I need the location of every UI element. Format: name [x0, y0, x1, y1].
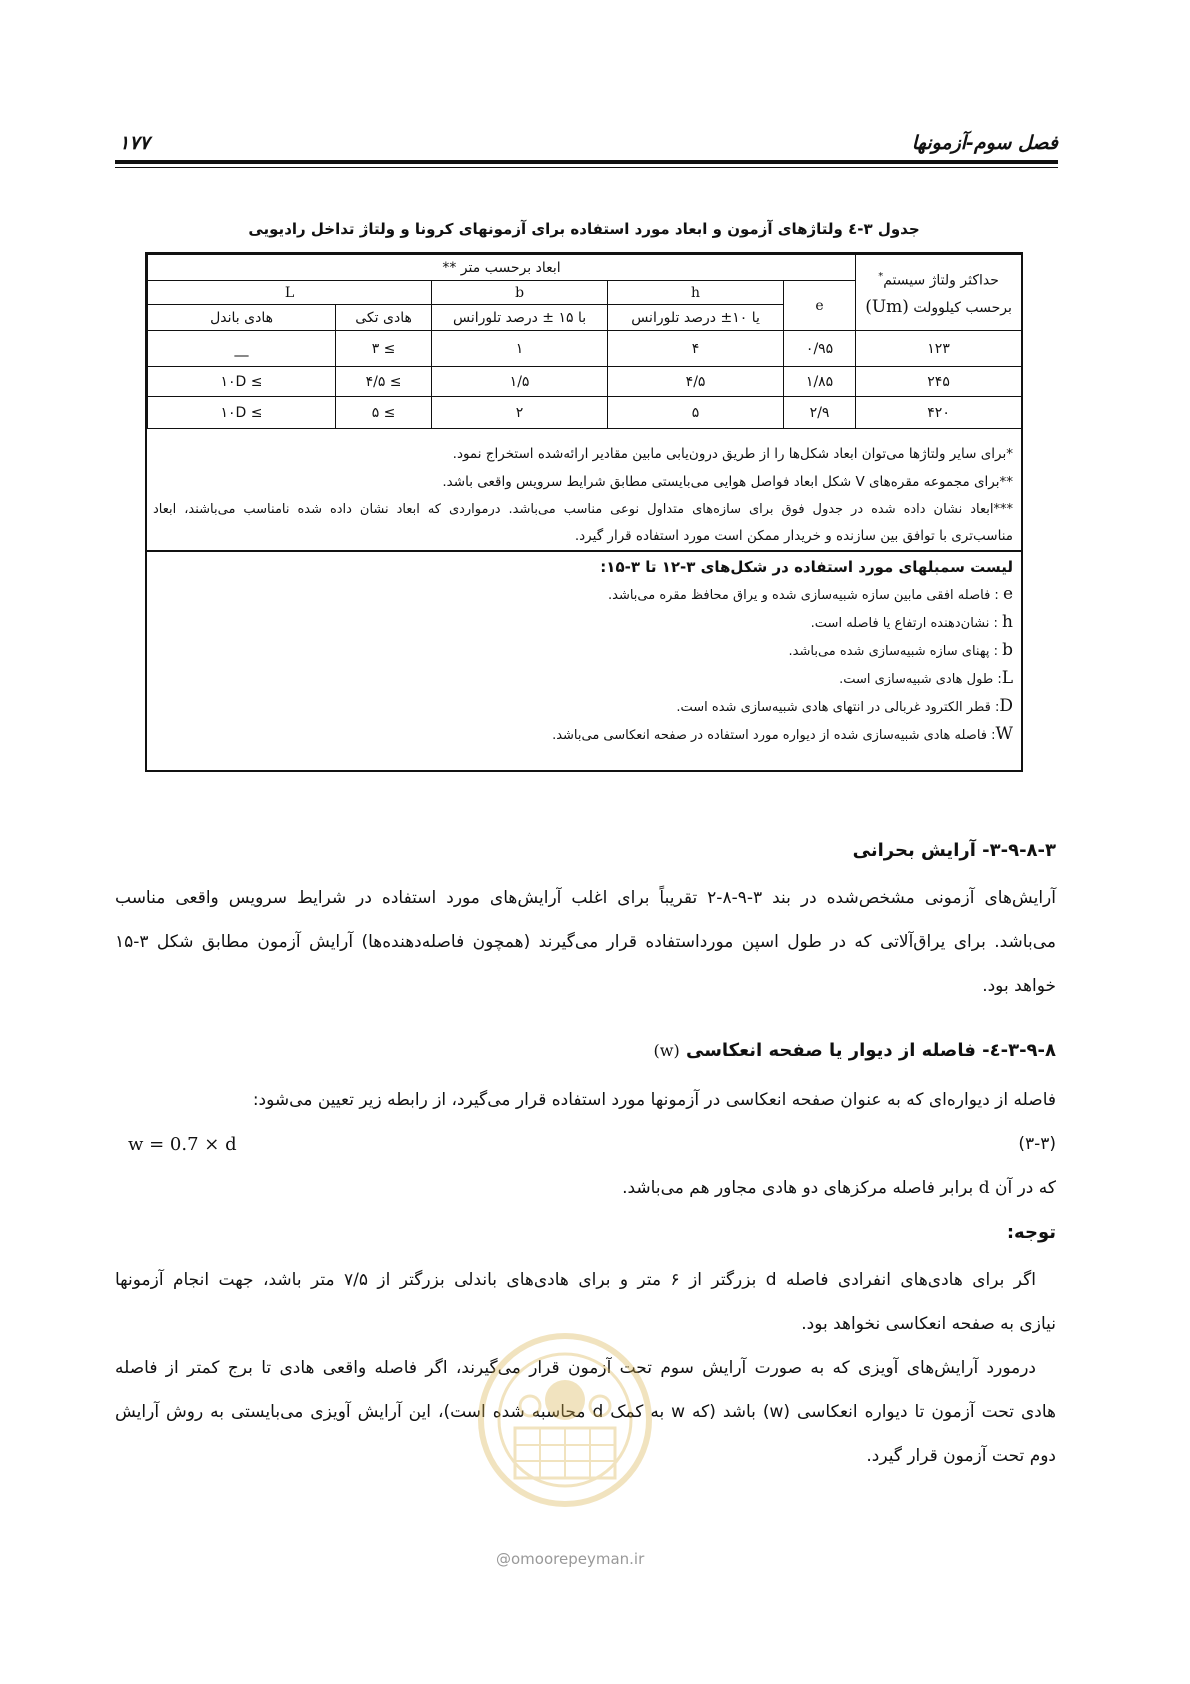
sysv-line1: حداکثر ولتاژ سیستم — [883, 272, 999, 289]
symbol-desc: : فاصله هادی شبیه‌سازی شده از دیواره مورد استفاده در صفحه انعکاسی می‌باشد. — [552, 728, 996, 743]
sysv-line2: برحسب کیلوولت — [913, 299, 1012, 316]
table-row — [148, 331, 1022, 367]
section3-line-1: آرایش‌های آزمونی مشخص‌شده در بند ۳-۹-۸-۲ تقریباً برای اغلب آرایش‌های مورد استفاده در شرایط سرویس واقعی مناسب — [115, 888, 1056, 908]
header-L-single: هادی تکی — [336, 305, 432, 331]
header-e: e — [784, 281, 856, 331]
symbol-letter: W — [995, 724, 1013, 744]
header-b: b — [432, 281, 608, 305]
symbol-letter: D — [999, 696, 1013, 716]
header-rule-thin — [115, 167, 1058, 168]
section-heading-wall-distance — [654, 1040, 1056, 1061]
symbol-desc: : طول هادی شبیه‌سازی است. — [839, 672, 1002, 687]
section4-line2-pre: که در آن — [994, 1178, 1056, 1198]
symbol-desc: : قطر الکترود غربالی در انتهای هادی شبیه‌سازی شده است. — [676, 700, 1000, 715]
cell-b: ۲ — [432, 397, 608, 429]
symbol-letter: b — [1002, 640, 1013, 660]
symbol-letter: h — [1002, 612, 1013, 632]
symbol-item — [552, 724, 1013, 744]
watermark-logo — [470, 1320, 660, 1540]
symbol-letter: L — [1001, 668, 1013, 688]
page-header — [115, 128, 1058, 158]
header-L-bundle: هادی باندل — [148, 305, 336, 331]
section4-line-1: فاصله از دیواره‌ای که به عنوان صفحه انعکاسی در آزمونها مورد استفاده قرار می‌گیرد، از رابطه زیر تعیین می‌شود: — [252, 1090, 1056, 1110]
chapter-title: فصل سوم-آزمونها — [911, 132, 1058, 154]
symbol-desc: : فاصله افقی مابین سازه شبیه‌سازی شده و یراق محافظ مقره می‌باشد. — [608, 588, 999, 603]
symbol-item — [839, 668, 1013, 688]
header-h-tolerance: یا ۱۰± درصد تلورانس — [608, 305, 784, 331]
symbol-item — [676, 696, 1013, 716]
cell-bundle: __ — [148, 331, 336, 367]
cell-h: ۴/۵ — [608, 367, 784, 397]
note-p1-line-1: اگر برای هادی‌های انفرادی فاصله d بزرگتر از ۶ متر و برای هادی‌های باندلی بزرگتر از ۷/۵ متر باشد، جهت انجام آزمونها — [115, 1270, 1036, 1290]
watermark-text: @omoorepeyman.ir — [496, 1550, 645, 1568]
section-heading-critical-arrangement: ۳-۹-۸-۳- آرایش بحرانی — [852, 840, 1056, 861]
note-2: **برای مجموعه مقره‌های V شکل ابعاد فواصل هوایی می‌بایستی مطابق شرایط سرویس واقعی باشد. — [442, 474, 1013, 490]
section4-line2-post: برابر فاصله مرکزهای دو هادی مجاور هم می‌باشد. — [622, 1178, 974, 1198]
note-p1-line-2: نیازی به صفحه انعکاسی نخواهد بود. — [801, 1314, 1056, 1334]
cell-bundle: ≥ ۱۰D — [148, 397, 336, 429]
cell-e: ۱/۸۵ — [784, 367, 856, 397]
cell-h: ۴ — [608, 331, 784, 367]
cell-h: ۵ — [608, 397, 784, 429]
cell-b: ۱/۵ — [432, 367, 608, 397]
cell-e: ۰/۹۵ — [784, 331, 856, 367]
note-3: ***ابعاد نشان داده شده در جدول فوق برای سازه‌های متداول نوعی مناسب می‌باشد. درمواردی که ابعاد نشان داده شده نامناسب می‌باشند، ابعاد — [153, 502, 1013, 517]
cell-um: ۴۲۰ — [856, 397, 1022, 429]
symbol-item — [811, 612, 1013, 632]
note-p2-line-1: درمورد آرایش‌های آویزی که به صورت آرایش سوم تحت آزمون قرار می‌گیرند، اگر فاصله واقعی هادی تا برج کمتر از فاصله — [115, 1358, 1036, 1378]
equation-number: (۳-۳) — [1018, 1134, 1056, 1154]
cell-single: ≥ ۳ — [336, 331, 432, 367]
cell-bundle: ≥ ۱۰D — [148, 367, 336, 397]
cell-single: ≥ ۵ — [336, 397, 432, 429]
section4-line2-symbol: d — [978, 1178, 990, 1198]
table-row — [148, 367, 1022, 397]
symbol-desc: : پهنای سازه شبیه‌سازی شده می‌باشد. — [788, 644, 998, 659]
table-row — [148, 397, 1022, 429]
symbol-item — [608, 584, 1013, 604]
cell-b: ۱ — [432, 331, 608, 367]
header-system-voltage — [856, 255, 1022, 331]
header-rule-thick — [115, 160, 1058, 164]
section4-line-2 — [622, 1178, 1056, 1198]
section3-line-3: خواهد بود. — [982, 976, 1056, 996]
sysv-unit: (Um) — [865, 296, 909, 317]
header-L: L — [148, 281, 432, 305]
symbol-desc: : نشان‌دهنده ارتفاع یا فاصله است. — [810, 616, 998, 631]
symbol-item — [789, 640, 1013, 660]
note-p2-line-2: هادی تحت آزمون تا دیواره انعکاسی (w) باشد (که w به کمک d محاسبه شده است)، این آرایش آویزی می‌بایستی به روش آرایش — [115, 1402, 1056, 1422]
header-dimensions: ابعاد برحسب متر ** — [148, 255, 856, 281]
header-b-tolerance: با ۱۵ ± درصد تلورانس — [432, 305, 608, 331]
section3-line-2: می‌باشد. برای یراق‌آلاتی که در طول اسپن مورداستفاده قرار می‌گیرند (همچون فاصله‌دهنده‌ها) آرایش آزمون مطابق شکل ۳-۱۵ — [115, 932, 1056, 952]
symbols-title: لیست سمبلهای مورد استفاده در شکل‌های ۳-۱۲ تا ۳-۱۵: — [600, 558, 1013, 576]
cell-e: ۲/۹ — [784, 397, 856, 429]
table-caption: جدول ۳-٤ ولتاژهای آزمون و ابعاد مورد استفاده برای آزمونهای کرونا و ولتاژ تداخل رادیویی — [248, 220, 920, 238]
cell-um: ۲۴۵ — [856, 367, 1022, 397]
formula: w = 0.7 × d — [128, 1134, 237, 1155]
note-p2-line-3: دوم تحت آزمون قرار گیرد. — [866, 1446, 1056, 1466]
section4-heading-text: ۳-۹-۸-٤- فاصله از دیوار یا صفحه انعکاسی — [686, 1040, 1056, 1061]
symbol-letter: e — [1002, 584, 1013, 604]
section4-heading-symbol: (w) — [653, 1041, 680, 1060]
sysv-star: * — [878, 271, 884, 283]
voltage-table — [145, 252, 1023, 772]
note-4: مناسب‌تری با توافق بین سازنده و خریدار ممکن است مورد استفاده قرار گیرد. — [574, 528, 1013, 544]
table-notes — [147, 438, 1021, 552]
note-1: *برای سایر ولتاژها می‌توان ابعاد شکل‌ها را از طریق درون‌یابی مابین مقادیر ارائه‌شده استخراج نمود. — [452, 446, 1013, 462]
header-h: h — [608, 281, 784, 305]
page-number: ۱۷۷ — [119, 132, 150, 154]
note-heading: توجه: — [1006, 1222, 1056, 1243]
cell-single: ≥ ۴/۵ — [336, 367, 432, 397]
cell-um: ۱۲۳ — [856, 331, 1022, 367]
voltage-table-grid — [147, 254, 1022, 429]
